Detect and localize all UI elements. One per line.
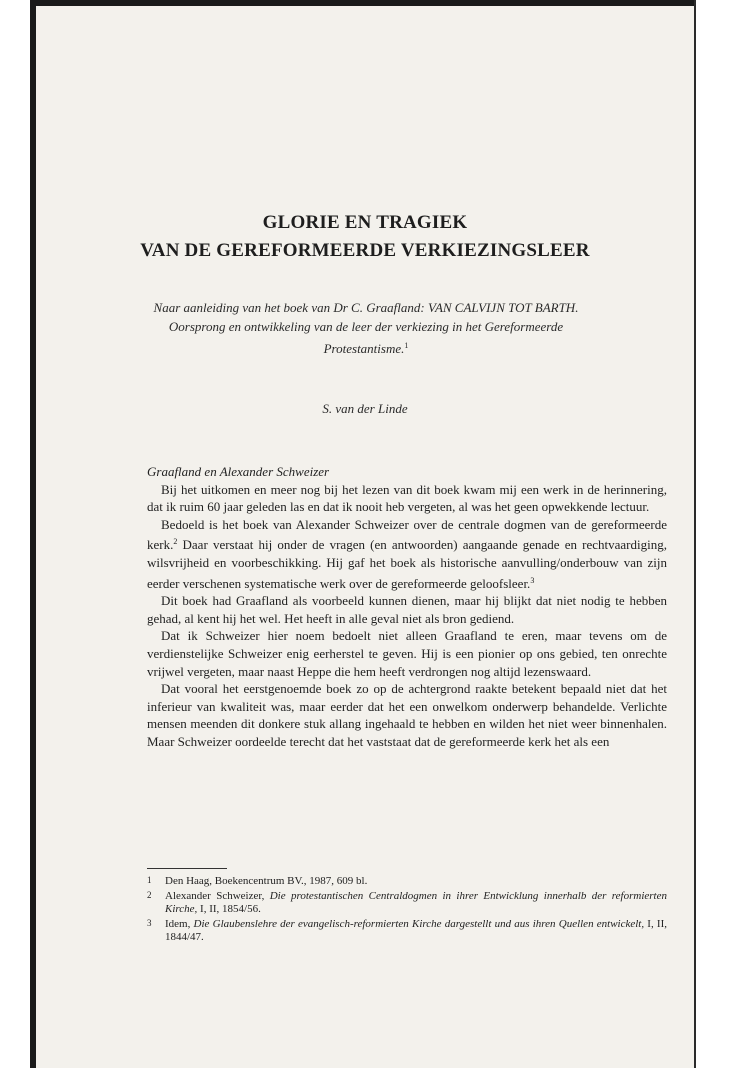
footnote-ref-2: 2 (173, 537, 178, 547)
title-line-2: VAN DE GEREFORMEERDE VERKIEZINGSLEER (140, 240, 590, 261)
author-name: S. van der Linde (322, 401, 408, 416)
paragraph: Dat vooral het eerstgenoemde boek zo op de achtergrond raakte betekent bepaald niet dat het inferieur van kwaliteit was, maar eerder dat het een onwelkom onderwerp behandelde. Verlichte mensen meenden dit donkere stuk allang ingehaald te hebben en wilden het niet weer binnenhalen. Maar Schweizer oordeelde terecht dat het vaststaat dat de gereformeerde kerk het als een (147, 681, 667, 749)
title-line-1: GLORIE EN TRAGIEK (262, 212, 468, 233)
footnote (147, 874, 667, 889)
paragraph (147, 516, 667, 592)
paragraph: Dit boek had Graafland als voorbeeld kunnen dienen, maar hij blijkt dat niet nodig te hebben gehad, al kent hij het wel. Het heeft in alle geval niet als bron gediend. (147, 593, 667, 626)
paragraph: Dat ik Schweizer hier noem bedoelt niet alleen Graafland te eren, maar tevens om de verdienstelijke Schweizer enig eerherstel te geven. Hij is een pionier op ons gebied, ten onrechte vrijwel vergeten, maar naast Heppe die hem heeft verdrongen nog altijd lezenswaard. (147, 628, 667, 679)
paragraph: Bij het uitkomen en meer nog bij het lezen van dit boek kwam mij een werk in de herinnering, dat ik ruim 60 jaar geleden las en dat ik nooit heb vergeten, al was het geen opwekkende lectuur. (147, 481, 667, 515)
footnote-ref-1: 1 (404, 341, 409, 350)
footnote-title: Die Glaubenslehre der evangelisch-reformierten Kirche dargestellt und aus ihren Quellen entwickelt, (193, 917, 645, 930)
footnote-text: Idem, (165, 917, 194, 930)
footnote-number: 2 (147, 889, 152, 900)
footnote-text: I, II, 1844/47. (165, 917, 667, 943)
footnote-text: I, II, 1854/56. (197, 903, 261, 915)
paragraph-text: Daar verstaat hij onder de vragen (en antwoorden) aangaande genade en rechtvaardiging, wilsvrijheid en voorbeschikking. Hij gaf het boek als historische aanvulling/onderbouw van zijn eerder verschenen systematische werk over de gereformeerde geloofsleer. (147, 537, 667, 591)
subtitle-text: Naar aanleiding van het boek van Dr C. Graafland: VAN CALVIJN TOT BARTH. Oorsprong en ontwikkeling van de leer der verkiezing in het Gereformeerde Protestantisme. (153, 300, 579, 356)
footnote-title: Die protestantischen Centraldogmen in ihrer Entwicklung innerhalb der reformierten Kirche, (165, 889, 667, 915)
footnote-divider (147, 868, 227, 869)
footnote (147, 889, 667, 917)
article-subtitle (146, 298, 586, 358)
footnote-number: 1 (147, 875, 152, 885)
footnote-number: 3 (147, 917, 152, 928)
footnotes (147, 874, 667, 945)
paragraph-text: Bedoeld is het boek van Alexander Schweizer over de centrale dogmen van de gereformeerde kerk. (147, 516, 667, 553)
footnote-text: Den Haag, Boekencentrum BV., 1987, 609 bl. (165, 875, 368, 887)
scan-edge-right (694, 0, 696, 1068)
footnote-ref-3: 3 (530, 575, 535, 585)
footnote (147, 917, 667, 945)
paper-page (36, 6, 694, 1068)
footnote-text: Alexander Schweizer, (165, 889, 270, 902)
article-title (36, 209, 694, 265)
article-body (147, 463, 667, 751)
scan-margin-right (696, 0, 738, 1068)
section-heading: Graafland en Alexander Schweizer (147, 464, 330, 479)
